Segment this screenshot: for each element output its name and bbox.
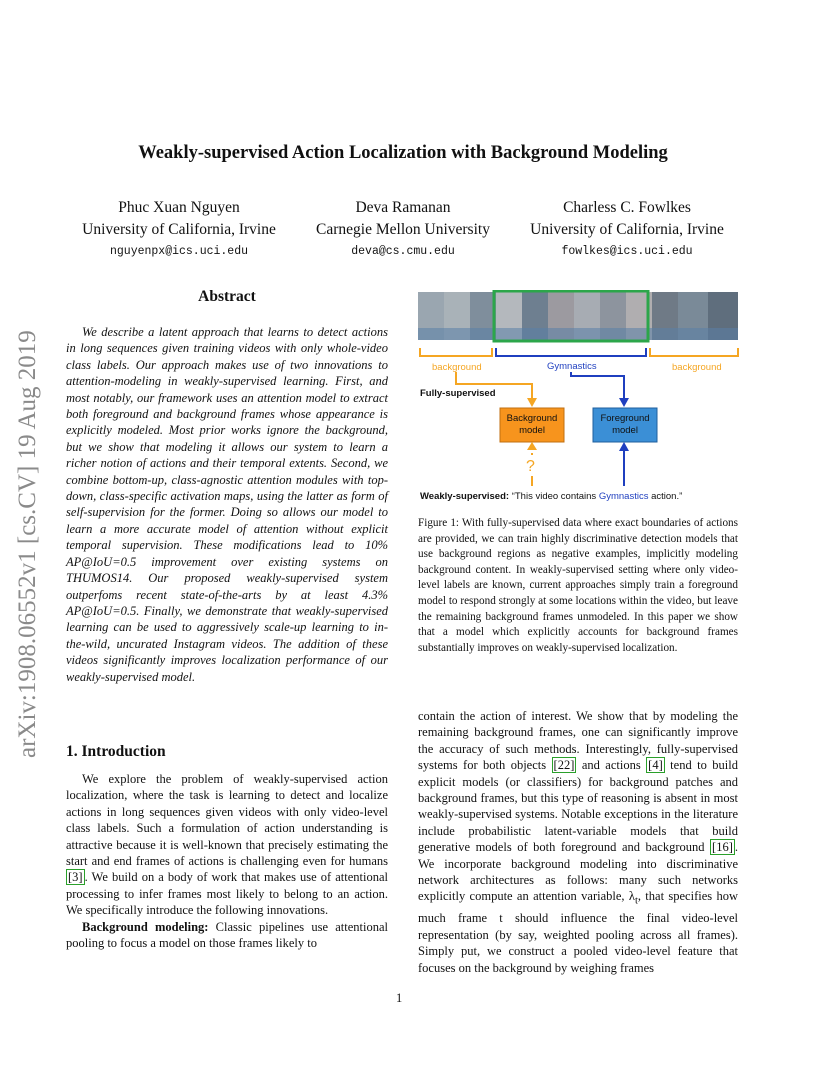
label-background-right: background bbox=[672, 362, 722, 373]
author-email[interactable]: nguyenpx@ics.uci.edu bbox=[109, 245, 249, 258]
intro-paragraph-1: We explore the problem of weakly-supervised action localization, where the task is learning to detect and localize actions in long sequences given videos with only video-level class labels. Such a formulation of action understanding is attractive because it is well-known that precisely estimating the start and end frames of actions is challenging even for humans [3] . We build on a body of work that makes use of attentional processing to infer frames most likely to belong to an action. We specifically introduce the following innovations. bbox=[66, 772, 388, 918]
section-heading-introduction: 1. Introduction bbox=[66, 743, 166, 760]
background-model-label-1: Background bbox=[506, 413, 558, 424]
intro-paragraph-2: Background modeling: Classic pipelines use attentional pooling to focus a model on those frames likely to bbox=[66, 919, 388, 951]
paper-title: Weakly-supervised Action Localization with Background Modeling bbox=[138, 143, 668, 163]
figure-1 bbox=[416, 290, 746, 506]
author-name: Charless C. Fowlkes bbox=[563, 199, 691, 216]
abstract-text bbox=[66, 324, 388, 685]
citation-link[interactable]: [4] bbox=[648, 758, 663, 773]
abstract-body: We describe a latent approach that learns to detect actions in long sequences given training videos with only whole-video class labels. Our approach makes use of two innovations to attention-modeling in weakly-supervised learning. First, and most notably, our framework uses an attention model to extract both foreground and background frames whose appearance is explicitly modeled. Most prior works ignore the background, but we show that modeling it allows our system to learn a richer notion of actions and their temporal extents. Second, we combine bottom-up, class-agnostic attention modules with top-down, class-specific activation maps, using the latter as form of self-supervision for the former. Doing so allows our model to learn a more accurate model of attention without explicit temporal supervision. These modifications lead to 10% AP@IoU=0.5 improvement over existing systems on THUMOS14. Our proposed weakly-supervised system outperfoms recent state-of-the-arts by at least 4.3% AP@IoU=0.5. Finally, we demonstrate that weakly-supervised learning can be used to aggressively scale-up learning to in-the-wild, uncurated Instagram videos. The addition of these videos significantly improves localization performance of our weakly-supervised model. bbox=[66, 325, 388, 684]
author-affiliation: University of California, Irvine bbox=[530, 221, 724, 238]
foreground-model-label-1: Foreground bbox=[600, 413, 650, 424]
arxiv-identifier: arXiv:1908.06552v1 [cs.CV] 19 Aug 2019 bbox=[14, 330, 41, 758]
author-email[interactable]: fowlkes@ics.uci.edu bbox=[561, 245, 693, 258]
page-number: 1 bbox=[396, 991, 403, 1005]
background-model-label-2: model bbox=[519, 425, 545, 436]
author-3 bbox=[492, 197, 762, 263]
author-email[interactable]: deva@cs.cmu.edu bbox=[351, 245, 455, 258]
citation-link[interactable]: [16] bbox=[712, 840, 733, 855]
question-mark: ? bbox=[526, 458, 535, 475]
author-affiliation: University of California, Irvine bbox=[82, 221, 276, 238]
foreground-model-label-2: model bbox=[612, 425, 638, 436]
weakly-supervised-label: Weakly-supervised: “This video contains Gymnastics action.” bbox=[420, 491, 683, 502]
right-column-text: contain the action of interest. We show that by modeling the remaining background frames, one can significantly improve the accuracy of such methods. Interestingly, fully-supervised systems for both objects [22] and actions [4] tend to build explicit models (or classifiers) for background patches and background frames, but this type of reasoning is absent in most weakly-supervised systems. Notable exceptions in the literature include probabilistic latent-variable models that build generative models of both foreground and background [16] . We incorporate background modeling into discriminative network architectures as follows: many such networks explicitly compute an attention variable, $\lambda_t$, that specifies how much frame t should influence the final video-level representation (by say, weighted pooling across all frames). Simply put, we construct a pooled video-level feature that focuses on the background by weighing frames bbox=[418, 709, 738, 975]
label-background-left: background bbox=[432, 362, 482, 373]
label-fully-supervised: Fully-supervised bbox=[420, 388, 496, 399]
author-name: Phuc Xuan Nguyen bbox=[118, 199, 240, 216]
abstract-heading: Abstract bbox=[198, 288, 256, 305]
citation-link[interactable]: [22] bbox=[553, 758, 575, 773]
label-gymnastics: Gymnastics bbox=[547, 361, 597, 372]
figure-caption: Figure 1: With fully-supervised data where exact boundaries of actions are provided, we can train highly discriminative detection models that use background regions as negative examples, implicitly modeling background content. In weakly-supervised setting where only video-level labels are known, current approaches simply train a foreground model to respond strongly at some locations within the video, but leave the remaining background frames unmodeled. In this paper we show that a model which explicitly accounts for background frames substantially improves on weakly-supervised localization. bbox=[418, 517, 738, 654]
video-frame-strip bbox=[418, 292, 738, 340]
intro-text bbox=[66, 771, 388, 951]
citation-link[interactable]: [3] bbox=[68, 870, 83, 885]
author-affiliation: Carnegie Mellon University bbox=[316, 221, 490, 238]
author-name: Deva Ramanan bbox=[355, 199, 451, 216]
